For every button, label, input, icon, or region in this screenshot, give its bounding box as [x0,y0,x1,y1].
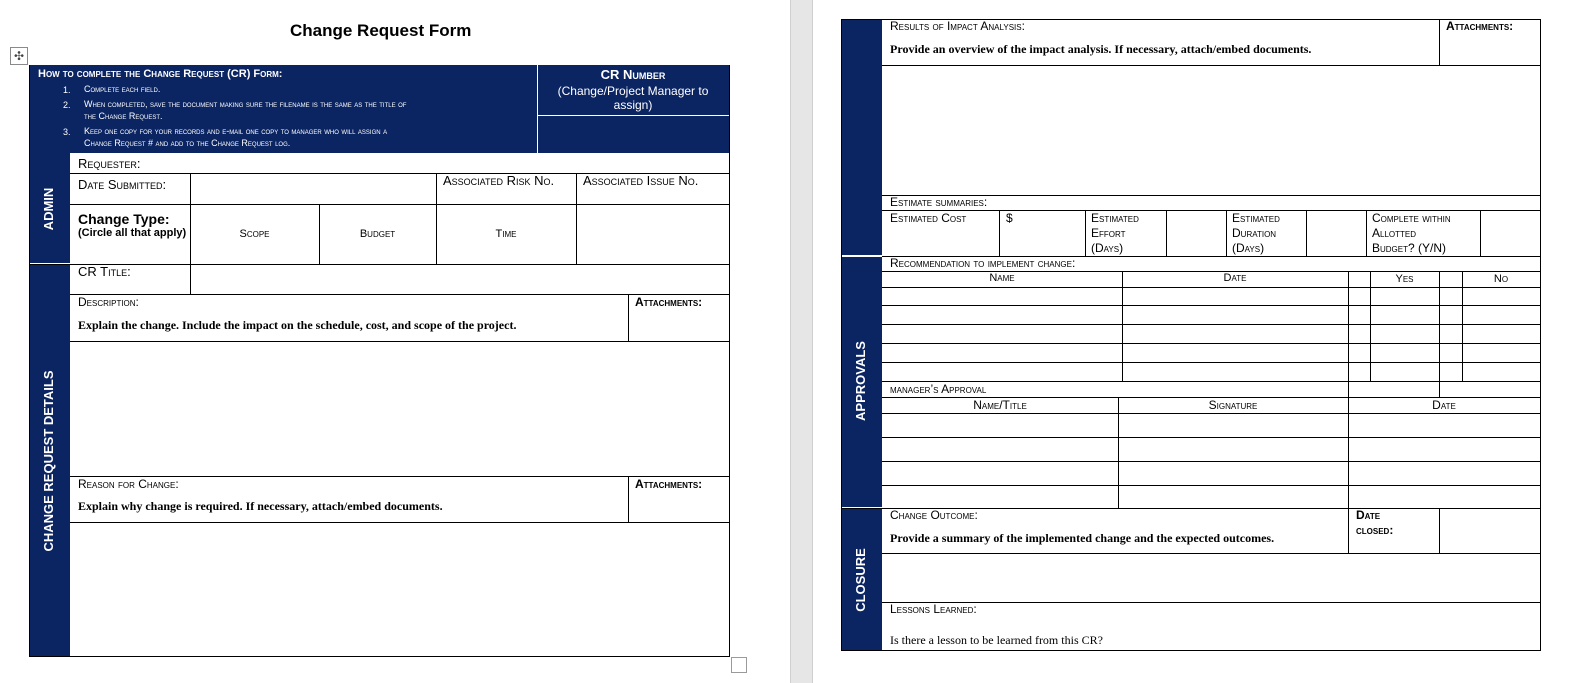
impact-hint: Provide an overview of the impact analysis. If necessary, attach/embed documents. [890,42,1312,56]
page-right [813,0,1591,683]
cr-number-subtext: (Change/Project Manager to [557,84,709,98]
complete-within-label: Allotted [1372,226,1417,240]
description-field[interactable] [71,342,728,475]
step-number: 3. [63,127,71,137]
reason-label: Reason for Change: [78,477,179,491]
rec-header-yes: Yes [1395,273,1414,285]
date-submitted-field[interactable] [191,174,435,203]
table-move-icon[interactable]: ✣ [10,47,28,65]
requester-field[interactable] [191,154,728,173]
estimate-summaries-label: Estimate summaries: [890,195,988,209]
approvals-section-label: APPROVALS [853,341,868,421]
reason-attachments-label: Attachments: [635,477,703,491]
change-type-label: Change Type: [78,211,170,227]
change-outcome-field[interactable] [883,554,1539,601]
change-outcome-hint: Provide a summary of the implemented change and the expected outcomes. [890,531,1275,545]
admin-section-label: ADMIN [41,187,56,231]
details-section-label: CHANGE REQUEST DETAILS [41,370,56,552]
description-attachments-label: Attachments: [635,295,703,309]
estimated-duration-label: (Days) [1232,241,1265,255]
option-budget[interactable]: Budget [359,228,396,240]
step-number: 1. [63,85,71,95]
lessons-learned-hint: Is there a lesson to be learned from this CR? [890,633,1103,647]
impact-attachments-label: Attachments: [1446,19,1514,33]
option-time[interactable]: Time [495,228,517,240]
step-text: Change Request # and add to the Change Request log. [84,138,291,148]
mgr-header-date: Date [1432,398,1456,412]
impact-field[interactable] [883,66,1539,194]
estimated-cost-label: Estimated Cost [890,211,967,225]
description-hint: Explain the change. Include the impact on the schedule, cost, and scope of the project. [78,318,517,332]
table-resize-icon[interactable] [731,657,747,673]
option-scope[interactable]: Scope [239,228,270,240]
estimated-cost-field[interactable] [1016,211,1084,255]
rec-header-no: No [1493,273,1509,285]
recommendation-label: Recommendation to implement change: [890,256,1076,270]
step-text: Keep one copy for your records and e-mail one copy to manager who will assign a [84,126,388,136]
change-outcome-label: Change Outcome: [890,508,978,522]
date-closed-label: Date [1356,508,1381,522]
reason-hint: Explain why change is required. If necessary, attach/embed documents. [78,499,443,513]
requester-label: Requester: [78,156,141,171]
form-title: Change Request Form [290,21,472,40]
mgr-header-signature: Signature [1208,398,1258,412]
estimated-duration-field[interactable] [1307,211,1365,255]
estimated-effort-label: (Days) [1091,241,1124,255]
manager-approval-label: manager’s Approval [890,382,987,396]
cr-number-heading: CR Number [600,67,666,82]
page-left [0,0,790,683]
lessons-learned-label: Lessons Learned: [890,602,977,616]
associated-issue-field[interactable] [577,205,728,263]
instructions-heading: How to complete the Change Request (CR) Form: [38,68,283,80]
cr-title-label: CR Title: [78,264,131,279]
cr-title-field[interactable] [191,265,728,293]
date-submitted-label: Date Submitted: [78,177,167,192]
reason-field[interactable] [71,523,728,655]
complete-within-label: Budget? (Y/N) [1372,241,1447,255]
dollar-sign: $ [1006,211,1013,225]
cr-number-field[interactable] [538,116,728,152]
mgr-header-name-title: Name/Title [973,398,1027,412]
complete-within-label: Complete within [1372,211,1451,225]
date-closed-field[interactable] [1440,509,1539,552]
associated-issue-label: Associated Issue No. [583,173,699,188]
rec-header-name: Name [989,272,1015,284]
step-text: When completed, save the document making sure the filename is the same as the title of [84,99,407,109]
complete-within-field[interactable] [1481,211,1539,255]
step-text: the Change Request. [84,111,163,121]
estimated-effort-field[interactable] [1167,211,1225,255]
associated-risk-label: Associated Risk No. [443,173,555,188]
estimated-effort-label: Effort [1091,226,1126,240]
description-label: Description: [78,295,139,309]
estimated-effort-label: Estimated [1091,211,1139,225]
impact-label: Results of Impact Analysis: [890,19,1025,33]
estimated-duration-label: Estimated [1232,211,1280,225]
date-closed-label: closed: [1356,523,1394,537]
estimated-duration-label: Duration [1232,226,1277,240]
step-text: Complete each field. [84,84,161,94]
page-gutter [790,0,813,683]
rec-header-date: Date [1223,272,1247,284]
change-type-hint: (Circle all that apply) [78,227,187,239]
step-number: 2. [63,100,71,110]
cr-number-subtext: assign) [613,98,653,112]
closure-section-label: CLOSURE [853,548,868,612]
